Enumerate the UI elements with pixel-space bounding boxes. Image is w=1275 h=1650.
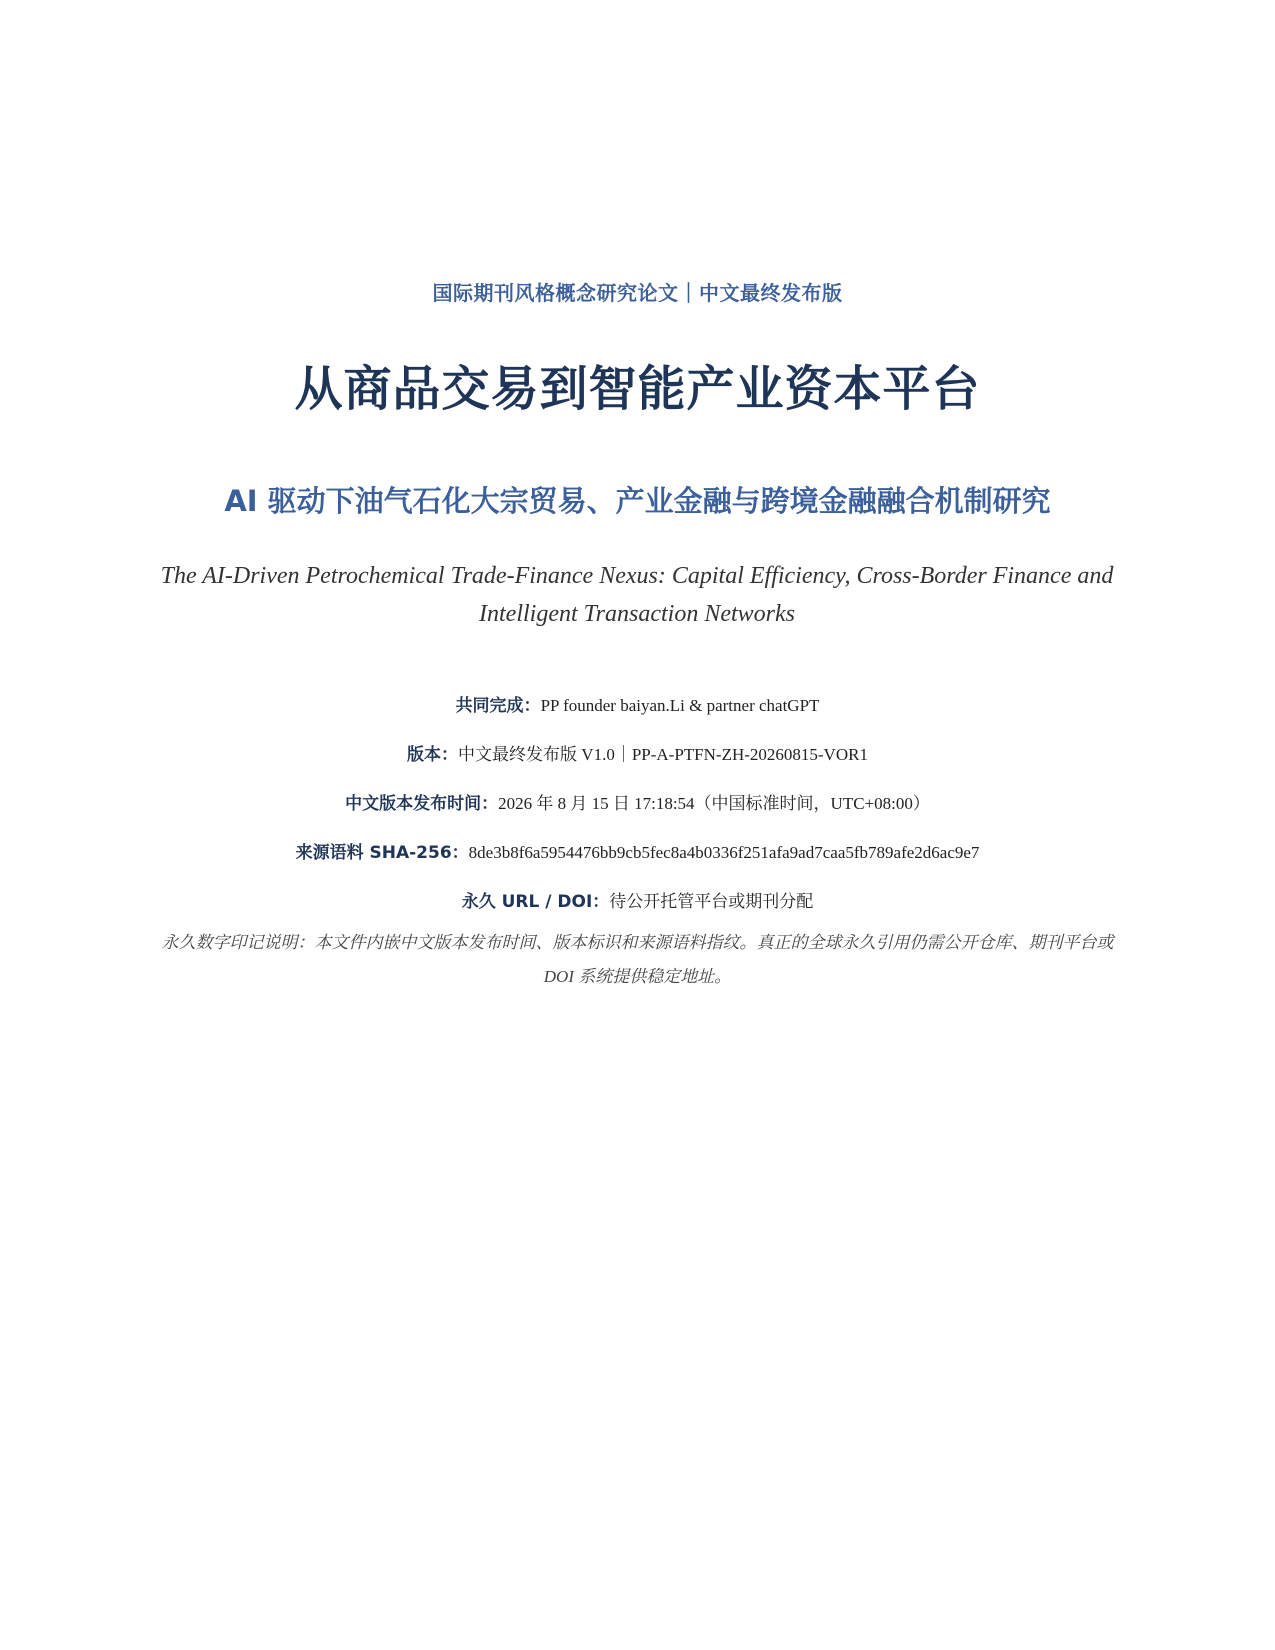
main-title: 从商品交易到智能产业资本平台: [294, 361, 981, 417]
meta-release-time: [0, 792, 1275, 816]
english-title: The AI-Driven Petrochemical Trade-Finance Nexus: Capital Efficiency, Cross-Border Finance and Intelligent Transaction Networks: [160, 563, 1114, 627]
meta-permanent-url: [0, 890, 1275, 914]
hash-value: 8de3b8f6a5954476bb9cb5fec8a4b0336f251afa9ad7caa5fb789afe2d6ac9e7: [468, 843, 980, 862]
release-time-label: 中文版本发布时间：: [345, 794, 499, 814]
meta-version: [0, 743, 1275, 767]
authors-value: PP founder baiyan.Li & partner chatGPT: [540, 696, 820, 715]
hash-label: 来源语料 SHA-256：: [295, 843, 469, 863]
digital-imprint-note: 永久数字印记说明：本文件内嵌中文版本发布时间、版本标识和来源语料指纹。真正的全球永久引用仍需公开仓库、期刊平台或 DOI 系统提供稳定地址。: [161, 933, 1114, 986]
series-label: 国际期刊风格概念研究论文｜中文最终发布版: [432, 281, 843, 305]
version-label: 版本：: [407, 745, 459, 765]
meta-authors: [0, 694, 1275, 718]
url-value: 待公开托管平台或期刊分配: [609, 892, 814, 911]
authors-label: 共同完成：: [455, 696, 541, 716]
release-time-value: 2026 年 8 月 15 日 17:18:54（中国标准时间，UTC+08:00）: [498, 794, 930, 813]
subtitle: AI 驱动下油气石化大宗贸易、产业金融与跨境金融融合机制研究: [224, 484, 1051, 518]
url-label: 永久 URL / DOI：: [461, 892, 610, 912]
version-value: 中文最终发布版 V1.0｜PP-A-PTFN-ZH-20260815-VOR1: [458, 745, 868, 764]
meta-source-hash: [0, 841, 1275, 865]
